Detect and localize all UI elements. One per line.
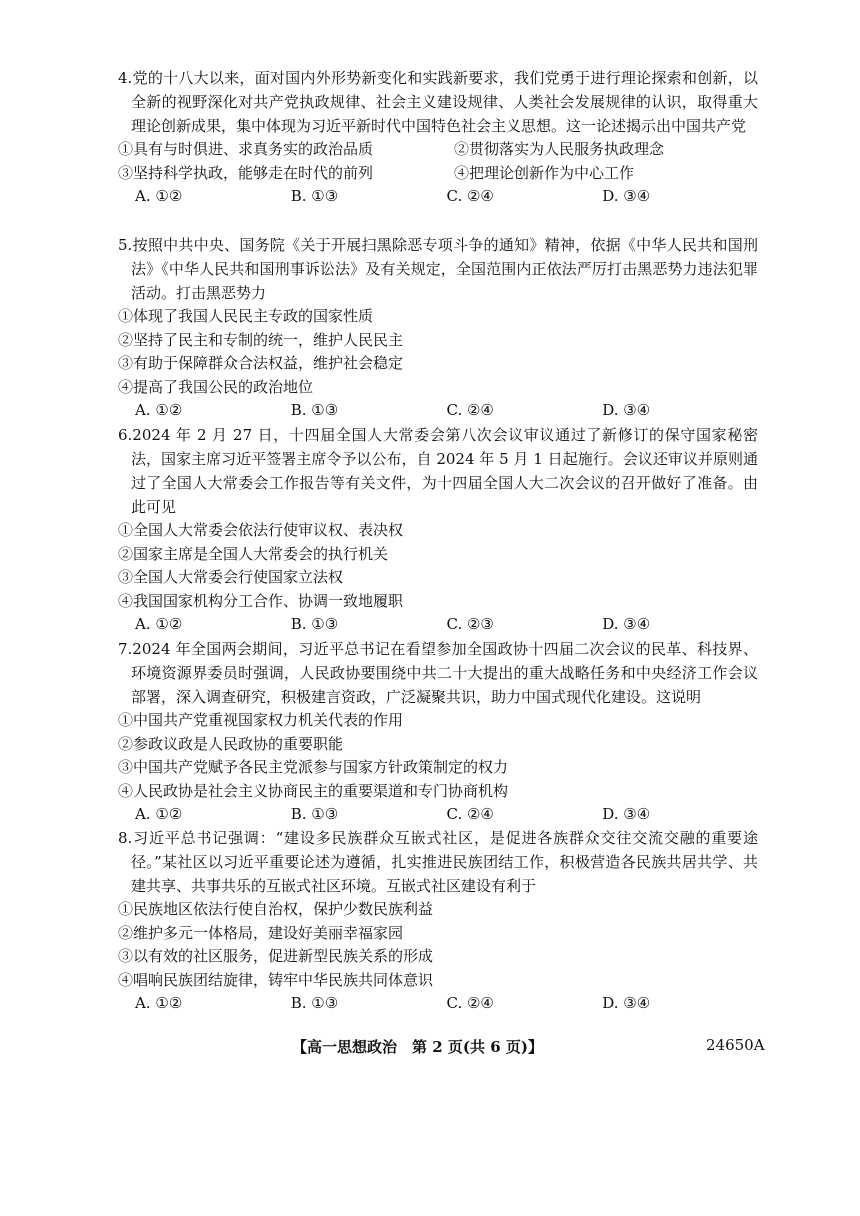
option-4: ④提高了我国公民的政治地位 [118,377,314,396]
footer-exam-code: 24650A [706,1036,765,1054]
answer-b: B. ①③ [290,994,339,1012]
option-1: ①中国共产党重视国家权力机关代表的作用 [118,711,404,729]
answer-c: C. ②④ [446,401,494,419]
option-2: ②参政议政是人民政协的重要职能 [118,734,344,753]
option-4: ④把理论创新作为中心工作 [454,163,635,182]
option-list [118,709,758,803]
question-stem: 7.2024 年全国两会期间，习近平总书记在看望参加全国政协十四届二次会议的民革、科技界、环境资源界委员时强调，人民政协要围绕中共二十大提出的重大战略任务和中央经济工作会议部署，深入调查研究，积极建言资政，广泛凝聚共识，助力中国式现代化建设。这说明 [118,640,758,706]
option-4: ④我国国家机构分工合作、协调一致地履职 [118,591,404,610]
option-list [118,138,758,185]
answer-d: D. ③④ [602,615,651,633]
answer-choices [118,803,758,827]
option-4: ④唱响民族团结旋律，铸牢中华民族共同体意识 [118,970,434,989]
footer-subject-page: 【高一思想政治 第 2 页(共 6 页)】 [292,1038,543,1056]
answer-a: A. ①② [135,805,183,823]
question-5 [118,233,758,423]
answer-b: B. ①③ [290,615,339,633]
answer-c: C. ②③ [446,615,494,633]
answer-choices [118,399,758,423]
answer-a: A. ①② [135,401,183,419]
question-7 [118,637,758,827]
question-stem: 5.按照中共中央、国务院《关于开展扫黑除恶专项斗争的通知》精神，依据《中华人民共和国刑法》《中华人民共和国刑事诉讼法》及有关规定，全国范围内正依法严厉打击黑恶势力违法犯罪活动。打击黑恶势力 [118,236,758,302]
answer-d: D. ③④ [602,994,651,1012]
option-4: ④人民政协是社会主义协商民主的重要渠道和专门协商机构 [118,781,509,800]
option-1: ①全国人大常委会依法行使审议权、表决权 [118,521,404,539]
answer-choices [118,613,758,637]
answer-d: D. ③④ [602,805,651,823]
answer-b: B. ①③ [290,187,339,205]
answer-c: C. ②④ [446,805,494,823]
question-stem: 8.习近平总书记强调：“建设多民族群众互嵌式社区，是促进各族群众交往交流交融的重要途径。”某社区以习近平重要论述为遵循，扎实推进民族团结工作，积极营造各民族共居共学、共建共享、共事共乐的互嵌式社区环境。互嵌式社区建设有利于 [118,829,758,895]
option-1: ①具有与时俱进、求真务实的政治品质 [118,140,374,158]
option-list [118,305,758,399]
option-2: ②贯彻落实为人民服务执政理念 [454,140,665,158]
answer-a: A. ①② [135,615,183,633]
question-stem: 6.2024 年 2 月 27 日，十四届全国人大常委会第八次会议审议通过了新修订的保守国家秘密法，国家主席习近平签署主席令予以公布，自 2024 年 5 月 1 日起施行。会议还审议并原则通过了全国人大常委会工作报告等有关文件，为十四届全国人大二次会议的召开做好了准备。由此可见 [118,426,758,516]
answer-d: D. ③④ [602,187,651,205]
answer-choices [118,992,758,1016]
answer-b: B. ①③ [290,401,339,419]
option-list [118,898,758,992]
option-list [118,519,758,613]
answer-d: D. ③④ [602,401,651,419]
answer-a: A. ①② [135,187,183,205]
answer-c: C. ②④ [446,187,494,205]
answer-c: C. ②④ [446,994,494,1012]
answer-b: B. ①③ [290,805,339,823]
option-3: ③全国人大常委会行使国家立法权 [118,568,344,586]
option-2: ②维护多元一体格局，建设好美丽幸福家园 [118,923,404,942]
option-3: ③中国共产党赋予各民主党派参与国家方针政策制定的权力 [118,758,509,776]
answer-choices [118,185,758,209]
option-1: ①民族地区依法行使自治权，保护少数民族利益 [118,900,434,918]
page-footer [0,1036,860,1058]
option-3: ③有助于保障群众合法权益，维护社会稳定 [118,354,404,372]
answer-a: A. ①② [135,994,183,1012]
option-2: ②国家主席是全国人大常委会的执行机关 [118,544,389,563]
question-6 [118,423,758,637]
option-1: ①体现了我国人民民主专政的国家性质 [118,307,374,325]
question-4 [118,66,758,209]
option-3: ③以有效的社区服务，促进新型民族关系的形成 [118,947,434,965]
question-8 [118,826,758,1016]
question-stem: 4.党的十八大以来，面对国内外形势新变化和实践新要求，我们党勇于进行理论探索和创新，以全新的视野深化对共产党执政规律、社会主义建设规律、人类社会发展规律的认识，取得重大理论创新成果，集中体现为习近平新时代中国特色社会主义思想。这一论述揭示出中国共产党 [118,69,758,135]
option-3: ③坚持科学执政，能够走在时代的前列 [118,163,374,182]
option-2: ②坚持了民主和专制的统一，维护人民民主 [118,330,404,349]
